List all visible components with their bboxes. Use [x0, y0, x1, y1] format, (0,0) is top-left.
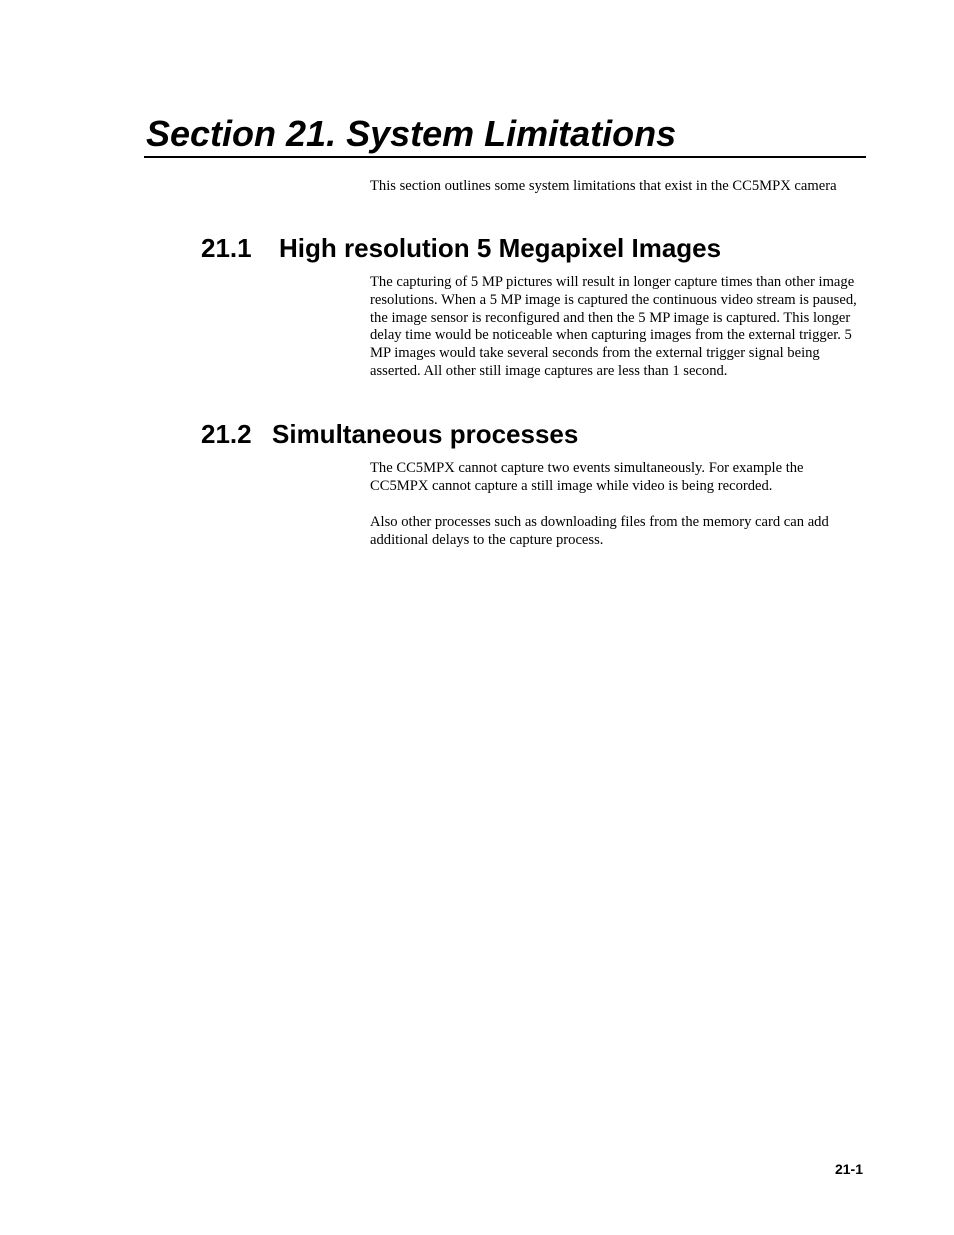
- page-title: Section 21. System Limitations: [146, 113, 677, 154]
- page-number: 21-1: [834, 1161, 863, 1177]
- section-heading-21-1: [201, 232, 721, 264]
- section-21-2-paragraph-1: The CC5MPX cannot capture two events simultaneously. For example the CC5MPX cannot capture a still image while video is being recorded.: [370, 460, 804, 494]
- section-21-2-paragraph-2: Also other processes such as downloading files from the memory card can add additional delays to the capture process.: [370, 514, 829, 548]
- intro-paragraph: This section outlines some system limitations that exist in the CC5MPX camera: [370, 178, 837, 194]
- section-heading-text: Simultaneous processes: [272, 419, 579, 449]
- section-heading-21-2: [201, 418, 578, 450]
- section-21-1-paragraph-1: The capturing of 5 MP pictures will result in longer capture times than other image resolutions. When a 5 MP image is captured the continuous video stream is paused, the image sensor is reconfigured and then the 5 MP image is captured. This longer delay time would be noticeable when capturing images from the external trigger. 5 MP images would take several seconds from the external trigger signal being asserted. All other still image captures are less than 1 second.: [370, 274, 857, 379]
- section-heading-text: High resolution 5 Megapixel Images: [279, 233, 722, 263]
- section-number: 21.1: [201, 233, 252, 263]
- title-underline: [144, 156, 866, 158]
- section-number: 21.2: [201, 419, 252, 449]
